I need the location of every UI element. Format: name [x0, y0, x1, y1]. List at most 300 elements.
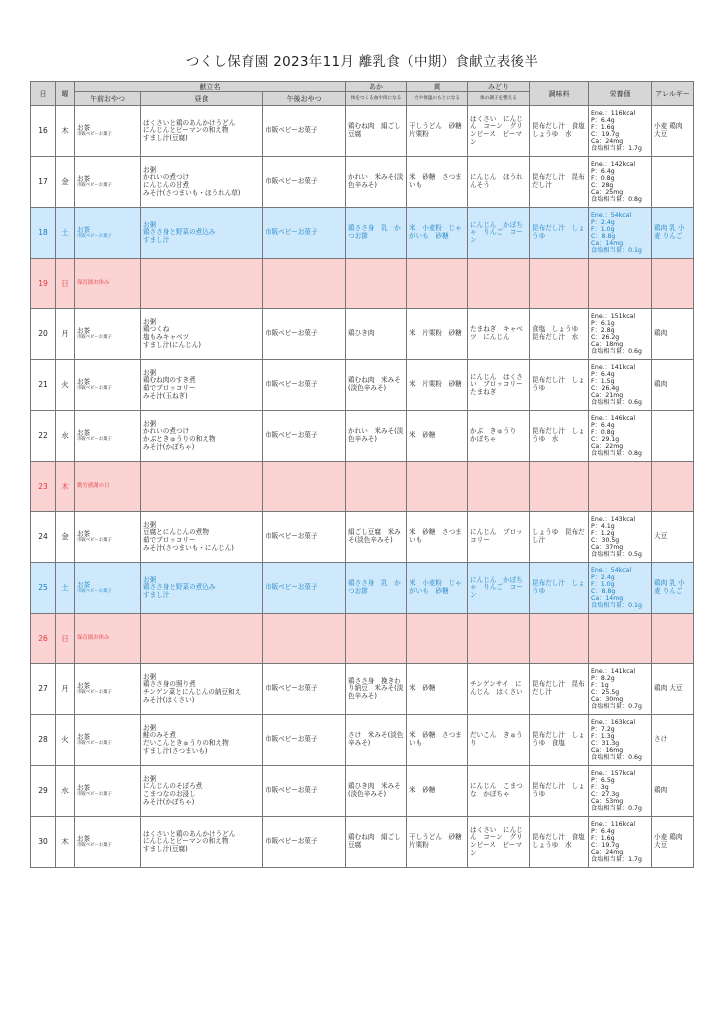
- weekday-cell: 日: [56, 259, 75, 309]
- day-cell: 28: [31, 715, 56, 766]
- weekday-cell: 土: [56, 563, 75, 614]
- empty-cell: [589, 462, 652, 512]
- nutrition-line: 食塩相当量：0.1g: [591, 247, 642, 254]
- nutrition-line: Ene.：143kcal: [591, 516, 636, 523]
- green-food-cell: にんじん こまつな かぼちゃ: [468, 766, 530, 817]
- day-cell: 16: [31, 106, 56, 157]
- table-row: [31, 715, 694, 766]
- lunch-cell: [141, 106, 263, 157]
- yellow-food-cell: 米 砂糖 さつまいも: [407, 715, 468, 766]
- nutrition-line: Ca：53mg: [591, 798, 624, 805]
- lunch-cell: [141, 664, 263, 715]
- empty-cell: [652, 614, 694, 664]
- seasoning-cell: 昆布だし汁 しょうゆ 食塩: [530, 715, 589, 766]
- lunch-item: お粥: [143, 220, 157, 229]
- header-red: あか: [346, 82, 407, 92]
- empty-cell: [468, 462, 530, 512]
- menu-table: [30, 81, 694, 868]
- nutrition-line: F：1.3g: [591, 733, 615, 740]
- weekday-cell: 土: [56, 208, 75, 259]
- lunch-item: すまし汁(にんじん): [143, 340, 201, 349]
- red-food-cell: 鶏むね肉 絹ごし豆腐: [346, 817, 407, 868]
- green-food-cell: はくさい にんじん コーン グリンピース ピーマン: [468, 817, 530, 868]
- lunch-cell: [141, 563, 263, 614]
- seasoning-cell: 昆布だし汁 しょうゆ: [530, 563, 589, 614]
- allergy-cell: 鶏肉 大豆: [652, 664, 694, 715]
- empty-cell: [141, 462, 263, 512]
- nutrition-line: P：6.4g: [591, 168, 615, 175]
- nutrition-line: F：1.0g: [591, 226, 615, 233]
- seasoning-cell: 昆布だし汁 しょうゆ: [530, 360, 589, 411]
- empty-cell: [652, 259, 694, 309]
- am-snack-drink: お茶: [77, 783, 91, 792]
- day-cell: 30: [31, 817, 56, 868]
- seasoning-cell: 昆布だし汁 しょうゆ: [530, 766, 589, 817]
- weekday-cell: 金: [56, 512, 75, 563]
- table-row: [31, 614, 694, 664]
- nutrition-line: F：3g: [591, 784, 609, 791]
- weekday-cell: 木: [56, 106, 75, 157]
- nutrition-line: Ene.：54kcal: [591, 212, 632, 219]
- weekday-cell: 月: [56, 664, 75, 715]
- yellow-food-cell: 米 小麦粉 じゃがいも 砂糖: [407, 208, 468, 259]
- am-snack-sweets: 市販ベビーお菓子: [77, 437, 112, 443]
- nutrition-line: P：6.4g: [591, 117, 615, 124]
- table-row: [31, 563, 694, 614]
- lunch-item: すまし汁(豆腐): [143, 133, 188, 142]
- table-row: [31, 766, 694, 817]
- am-snack-sweets: 市販ベビーお菓子: [77, 589, 112, 595]
- am-snack-cell: [75, 411, 141, 462]
- day-cell: 25: [31, 563, 56, 614]
- am-snack-cell: [75, 360, 141, 411]
- pm-snack-cell: 市販ベビーお菓子: [263, 766, 346, 817]
- nutrition-line: Ca：24mg: [591, 849, 624, 856]
- lunch-item: お粥: [143, 419, 157, 428]
- pm-snack-cell: 市販ベビーお菓子: [263, 360, 346, 411]
- header-allergy: アレルギー: [652, 82, 694, 106]
- yellow-food-cell: 干しうどん 砂糖 片栗粉: [407, 106, 468, 157]
- lunch-item: みそ汁(はくさい): [143, 695, 195, 704]
- empty-cell: [468, 259, 530, 309]
- green-food-cell: かぶ きゅうり かぼちゃ: [468, 411, 530, 462]
- nutrition-line: Ca：22mg: [591, 443, 624, 450]
- nutrition-line: C：8.8g: [591, 588, 616, 595]
- nutrition-line: F：1.2g: [591, 530, 615, 537]
- seasoning-cell: 昆布だし汁 食塩 しょうゆ 水: [530, 817, 589, 868]
- green-food-cell: にんじん ほうれんそう: [468, 157, 530, 208]
- weekday-cell: 火: [56, 360, 75, 411]
- am-snack-cell: [75, 766, 141, 817]
- nutrition-line: Ca：14mg: [591, 595, 624, 602]
- nutrition-cell: [589, 766, 652, 817]
- nutrition-line: F：0.8g: [591, 175, 615, 182]
- green-food-cell: チンゲンサイ にんじん はくさい: [468, 664, 530, 715]
- nutrition-line: F：0.8g: [591, 429, 615, 436]
- weekday-cell: 金: [56, 157, 75, 208]
- allergy-cell: 鶏肉 乳 小麦 りんご: [652, 563, 694, 614]
- nutrition-line: P：6.5g: [591, 777, 615, 784]
- holiday-note: 勤労感謝の日: [75, 462, 141, 512]
- am-snack-cell: [75, 512, 141, 563]
- nutrition-line: Ene.：54kcal: [591, 567, 632, 574]
- allergy-cell: 鶏肉 乳 小麦 りんご: [652, 208, 694, 259]
- lunch-item: みそ汁(かぼちゃ): [143, 442, 195, 451]
- weekday-cell: 木: [56, 462, 75, 512]
- am-snack-sweets: 市販ベビーお菓子: [77, 335, 112, 341]
- nutrition-line: Ca：21mg: [591, 392, 624, 399]
- nutrition-line: Ene.：141kcal: [591, 668, 636, 675]
- day-cell: 24: [31, 512, 56, 563]
- am-snack-drink: お茶: [77, 732, 91, 741]
- lunch-item: にんじんとピーマンの和え物: [143, 126, 229, 135]
- lunch-item: すまし汁: [143, 235, 170, 244]
- day-cell: 19: [31, 259, 56, 309]
- seasoning-cell: 昆布だし汁 昆布だし汁: [530, 157, 589, 208]
- pm-snack-cell: 市販ベビーお菓子: [263, 106, 346, 157]
- lunch-item: お粥: [143, 672, 157, 681]
- yellow-food-cell: 米 砂糖: [407, 664, 468, 715]
- nutrition-line: 食塩相当量：0.7g: [591, 703, 642, 710]
- am-snack-cell: [75, 208, 141, 259]
- lunch-item: にんじんとピーマンの和え物: [143, 837, 229, 846]
- green-food-cell: たまねぎ キャベツ にんじん: [468, 309, 530, 360]
- lunch-item: かぶときゅうりの和え物: [143, 435, 216, 443]
- weekday-cell: 日: [56, 614, 75, 664]
- pm-snack-cell: 市販ベビーお菓子: [263, 309, 346, 360]
- am-snack-drink: お茶: [77, 123, 91, 132]
- lunch-item: お粥: [143, 520, 157, 529]
- lunch-cell: [141, 208, 263, 259]
- nutrition-cell: [589, 664, 652, 715]
- nutrition-line: P：6.1g: [591, 320, 615, 327]
- yellow-food-cell: 米 砂糖: [407, 766, 468, 817]
- lunch-item: すまし汁(豆腐): [143, 844, 188, 853]
- nutrition-line: P：4.1g: [591, 523, 615, 530]
- lunch-item: 鶏ささ身と野菜の煮込み: [143, 228, 216, 237]
- lunch-cell: [141, 309, 263, 360]
- nutrition-line: F：1.6g: [591, 124, 615, 131]
- pm-snack-cell: 市販ベビーお菓子: [263, 208, 346, 259]
- am-snack-sweets: 市販ベビーお菓子: [77, 843, 112, 849]
- nutrition-line: C：31.3g: [591, 740, 620, 747]
- red-food-cell: 鶏ひき肉 米みそ(淡色辛みそ): [346, 766, 407, 817]
- pm-snack-cell: 市販ベビーお菓子: [263, 512, 346, 563]
- lunch-item: 鶏ささ身の照り煮: [143, 680, 196, 689]
- lunch-item: かれいの煮つけ: [143, 427, 190, 436]
- menu-table-body: [31, 106, 694, 868]
- nutrition-line: Ene.：163kcal: [591, 719, 636, 726]
- nutrition-line: P：7.2g: [591, 726, 615, 733]
- table-row: [31, 309, 694, 360]
- red-food-cell: 鶏ささ身 乳 かつお節: [346, 563, 407, 614]
- am-snack-sweets: 市販ベビーお菓子: [77, 538, 112, 544]
- empty-cell: [407, 259, 468, 309]
- am-snack-cell: [75, 106, 141, 157]
- allergy-cell: 大豆: [652, 512, 694, 563]
- am-snack-cell: [75, 157, 141, 208]
- nutrition-line: F：1.0g: [591, 581, 615, 588]
- yellow-food-cell: 干しうどん 砂糖 片栗粉: [407, 817, 468, 868]
- lunch-item: お粥: [143, 165, 157, 174]
- nutrition-line: Ca：14mg: [591, 240, 624, 247]
- am-snack-cell: [75, 715, 141, 766]
- header-seasoning: 調味料: [530, 82, 589, 106]
- day-cell: 27: [31, 664, 56, 715]
- am-snack-sweets: 市販ベビーお菓子: [77, 690, 112, 696]
- yellow-food-cell: 米 砂糖: [407, 411, 468, 462]
- red-food-cell: 鶏むね肉 米みそ(淡色辛みそ): [346, 360, 407, 411]
- empty-cell: [407, 462, 468, 512]
- empty-cell: [346, 462, 407, 512]
- lunch-item: 鶏つくね: [143, 325, 170, 334]
- empty-cell: [468, 614, 530, 664]
- day-cell: 22: [31, 411, 56, 462]
- seasoning-cell: 昆布だし汁 食塩 しょうゆ 水: [530, 106, 589, 157]
- table-row: [31, 360, 694, 411]
- pm-snack-cell: 市販ベビーお菓子: [263, 817, 346, 868]
- nutrition-line: F：1.6g: [591, 835, 615, 842]
- red-food-cell: 絹ごし豆腐 米みそ(淡色辛みそ): [346, 512, 407, 563]
- nutrition-line: C：30.5g: [591, 537, 620, 544]
- weekday-cell: 月: [56, 309, 75, 360]
- header-green: みどり: [468, 82, 530, 92]
- pm-snack-cell: 市販ベビーお菓子: [263, 563, 346, 614]
- nutrition-line: P：6.4g: [591, 422, 615, 429]
- empty-cell: [346, 614, 407, 664]
- nutrition-line: F：1.5g: [591, 378, 615, 385]
- day-cell: 17: [31, 157, 56, 208]
- header-menu-group: 献立名: [75, 82, 346, 92]
- seasoning-cell: 昆布だし汁 しょうゆ: [530, 208, 589, 259]
- lunch-item: にんじんのそぼろ煮: [143, 782, 203, 791]
- yellow-food-cell: 米 砂糖 さつまいも: [407, 512, 468, 563]
- page-title: つくし保育園 2023年11月 離乳食（中期）食献立表後半: [185, 54, 539, 70]
- red-food-cell: 鶏むね肉 絹ごし豆腐: [346, 106, 407, 157]
- green-food-cell: はくさい にんじん コーン グリンピース ピーマン: [468, 106, 530, 157]
- table-row: [31, 106, 694, 157]
- nutrition-cell: [589, 512, 652, 563]
- nutrition-line: Ca：37mg: [591, 544, 624, 551]
- lunch-item: にんじんの甘煮: [143, 181, 190, 189]
- table-row: [31, 411, 694, 462]
- lunch-cell: [141, 157, 263, 208]
- empty-cell: [263, 462, 346, 512]
- nutrition-line: Ene.：141kcal: [591, 364, 636, 371]
- lunch-cell: [141, 817, 263, 868]
- nutrition-line: 食塩相当量：0.6g: [591, 754, 642, 761]
- nutrition-line: P：2.4g: [591, 219, 615, 226]
- nutrition-line: P：8.2g: [591, 675, 615, 682]
- lunch-item: はくさいと鶏のあんかけうどん: [143, 118, 236, 127]
- green-food-cell: にんじん かぼちゃ りんご コーン: [468, 563, 530, 614]
- nutrition-line: C：19.7g: [591, 842, 620, 849]
- header-day: 日: [31, 82, 56, 106]
- lunch-item: 鶏むね肉のすき煮: [143, 376, 196, 385]
- header-weekday: 曜: [56, 82, 75, 106]
- nutrition-cell: [589, 106, 652, 157]
- red-food-cell: 鶏ささ身 挽きわり納豆 米みそ(淡色辛みそ): [346, 664, 407, 715]
- nutrition-line: P：6.4g: [591, 828, 615, 835]
- weekday-cell: 水: [56, 411, 75, 462]
- day-cell: 26: [31, 614, 56, 664]
- nutrition-line: Ene.：151kcal: [591, 313, 636, 320]
- empty-cell: [263, 259, 346, 309]
- nutrition-line: 食塩相当量：1.7g: [591, 145, 642, 152]
- am-snack-drink: お茶: [77, 428, 91, 437]
- header-nutrition: 栄養価: [589, 82, 652, 106]
- lunch-item: みそ汁(さつまいも・にんじん): [143, 543, 234, 552]
- empty-cell: [407, 614, 468, 664]
- nutrition-line: C：27.3g: [591, 791, 620, 798]
- nutrition-cell: [589, 411, 652, 462]
- empty-cell: [530, 259, 589, 309]
- lunch-item: お粥: [143, 723, 157, 732]
- header-lunch: 昼食: [141, 92, 263, 106]
- table-row: [31, 462, 694, 512]
- seasoning-cell: 昆布だし汁 昆布だし汁: [530, 664, 589, 715]
- header-green-sub: 体の調子を整える: [468, 92, 530, 106]
- empty-cell: [141, 614, 263, 664]
- nutrition-line: P：6.4g: [591, 371, 615, 378]
- nutrition-line: Ene.：116kcal: [591, 110, 636, 117]
- nutrition-line: C：25.5g: [591, 689, 620, 696]
- seasoning-cell: 食塩 しょうゆ 昆布だし汁 水: [530, 309, 589, 360]
- nutrition-line: Ca：16mg: [591, 747, 624, 754]
- nutrition-line: F：1g: [591, 682, 609, 689]
- lunch-item: すまし汁: [143, 590, 170, 599]
- nutrition-line: Ca：25mg: [591, 189, 624, 196]
- lunch-cell: [141, 766, 263, 817]
- lunch-item: 茹でブロッコリー: [143, 384, 196, 392]
- red-food-cell: 鶏ひき肉: [346, 309, 407, 360]
- allergy-cell: 鶏肉: [652, 766, 694, 817]
- allergy-cell: 鶏肉: [652, 309, 694, 360]
- green-food-cell: にんじん はくさい ブロッコリー たまねぎ: [468, 360, 530, 411]
- allergy-cell: 小麦 鶏肉 大豆: [652, 817, 694, 868]
- seasoning-cell: 昆布だし汁 しょうゆ 水: [530, 411, 589, 462]
- weekday-cell: 水: [56, 766, 75, 817]
- holiday-note: 保育園お休み: [75, 614, 141, 664]
- red-food-cell: かれい 米みそ(淡色辛みそ): [346, 411, 407, 462]
- pm-snack-cell: 市販ベビーお菓子: [263, 411, 346, 462]
- lunch-item: お粥: [143, 575, 157, 584]
- am-snack-sweets: 市販ベビーお菓子: [77, 792, 112, 798]
- am-snack-sweets: 市販ベビーお菓子: [77, 234, 112, 240]
- red-food-cell: かれい 米みそ(淡色辛みそ): [346, 157, 407, 208]
- green-food-cell: だいこん きゅうり: [468, 715, 530, 766]
- allergy-cell: [652, 157, 694, 208]
- weekday-cell: 木: [56, 817, 75, 868]
- header-yellow: 黄: [407, 82, 468, 92]
- pm-snack-cell: 市販ベビーお菓子: [263, 715, 346, 766]
- nutrition-line: Ene.：157kcal: [591, 770, 636, 777]
- table-row: [31, 259, 694, 309]
- nutrition-line: Ca：18mg: [591, 341, 624, 348]
- nutrition-line: C：19.7g: [591, 131, 620, 138]
- table-row: [31, 208, 694, 259]
- allergy-cell: [652, 411, 694, 462]
- lunch-item: お粥: [143, 317, 157, 326]
- lunch-item: お粥: [143, 774, 157, 783]
- day-cell: 20: [31, 309, 56, 360]
- nutrition-line: Ene.：146kcal: [591, 415, 636, 422]
- lunch-cell: [141, 360, 263, 411]
- nutrition-line: 食塩相当量：0.8g: [591, 450, 642, 457]
- empty-cell: [346, 259, 407, 309]
- day-cell: 21: [31, 360, 56, 411]
- lunch-item: 豆腐とにんじんの煮物: [143, 528, 209, 537]
- am-snack-drink: お茶: [77, 377, 91, 386]
- nutrition-cell: [589, 715, 652, 766]
- nutrition-cell: [589, 157, 652, 208]
- am-snack-sweets: 市販ベビーお菓子: [77, 132, 112, 138]
- nutrition-line: C：29.1g: [591, 436, 620, 443]
- am-snack-cell: [75, 817, 141, 868]
- yellow-food-cell: 米 片栗粉 砂糖: [407, 309, 468, 360]
- am-snack-cell: [75, 664, 141, 715]
- nutrition-line: C：26.2g: [591, 334, 620, 341]
- holiday-note: 保育園お休み: [75, 259, 141, 309]
- lunch-item: こまつなのお浸し: [143, 790, 196, 798]
- red-food-cell: さけ 米みそ(淡色辛みそ): [346, 715, 407, 766]
- allergy-cell: さけ: [652, 715, 694, 766]
- day-cell: 18: [31, 208, 56, 259]
- lunch-cell: [141, 715, 263, 766]
- table-row: [31, 512, 694, 563]
- lunch-item: お粥: [143, 368, 157, 377]
- lunch-item: かれいの煮つけ: [143, 173, 190, 182]
- nutrition-line: 食塩相当量：1.7g: [591, 856, 642, 863]
- nutrition-line: Ene.：142kcal: [591, 161, 636, 168]
- header-red-sub: 体をつくる血や肉になる: [346, 92, 407, 106]
- header-yellow-sub: 力や体温のもとになる: [407, 92, 468, 106]
- lunch-item: 鮭のみそ煮: [143, 731, 176, 740]
- nutrition-cell: [589, 208, 652, 259]
- am-snack-drink: お茶: [77, 580, 91, 589]
- am-snack-drink: お茶: [77, 225, 91, 234]
- am-snack-sweets: 市販ベビーお菓子: [77, 741, 112, 747]
- am-snack-drink: お茶: [77, 834, 91, 843]
- empty-cell: [652, 462, 694, 512]
- day-cell: 23: [31, 462, 56, 512]
- nutrition-line: F：2.8g: [591, 327, 615, 334]
- header-pm-snack: 午後おやつ: [263, 92, 346, 106]
- am-snack-drink: お茶: [77, 529, 91, 538]
- header-am-snack: 午前おやつ: [75, 92, 141, 106]
- am-snack-drink: お茶: [77, 326, 91, 335]
- nutrition-line: C：26.4g: [591, 385, 620, 392]
- empty-cell: [263, 614, 346, 664]
- am-snack-cell: [75, 309, 141, 360]
- green-food-cell: にんじん ブロッコリー: [468, 512, 530, 563]
- nutrition-line: C：8.8g: [591, 233, 616, 240]
- allergy-cell: 小麦 鶏肉 大豆: [652, 106, 694, 157]
- green-food-cell: にんじん かぼちゃ りんご コーン: [468, 208, 530, 259]
- nutrition-line: 食塩相当量：0.7g: [591, 805, 642, 812]
- yellow-food-cell: 米 片栗粉 砂糖: [407, 360, 468, 411]
- nutrition-line: 食塩相当量：0.8g: [591, 196, 642, 203]
- pm-snack-cell: 市販ベビーお菓子: [263, 664, 346, 715]
- am-snack-sweets: 市販ベビーお菓子: [77, 386, 112, 392]
- weekday-cell: 火: [56, 715, 75, 766]
- nutrition-cell: [589, 563, 652, 614]
- table-row: [31, 157, 694, 208]
- nutrition-line: 食塩相当量：0.6g: [591, 348, 642, 355]
- lunch-cell: [141, 411, 263, 462]
- nutrition-cell: [589, 309, 652, 360]
- empty-cell: [589, 259, 652, 309]
